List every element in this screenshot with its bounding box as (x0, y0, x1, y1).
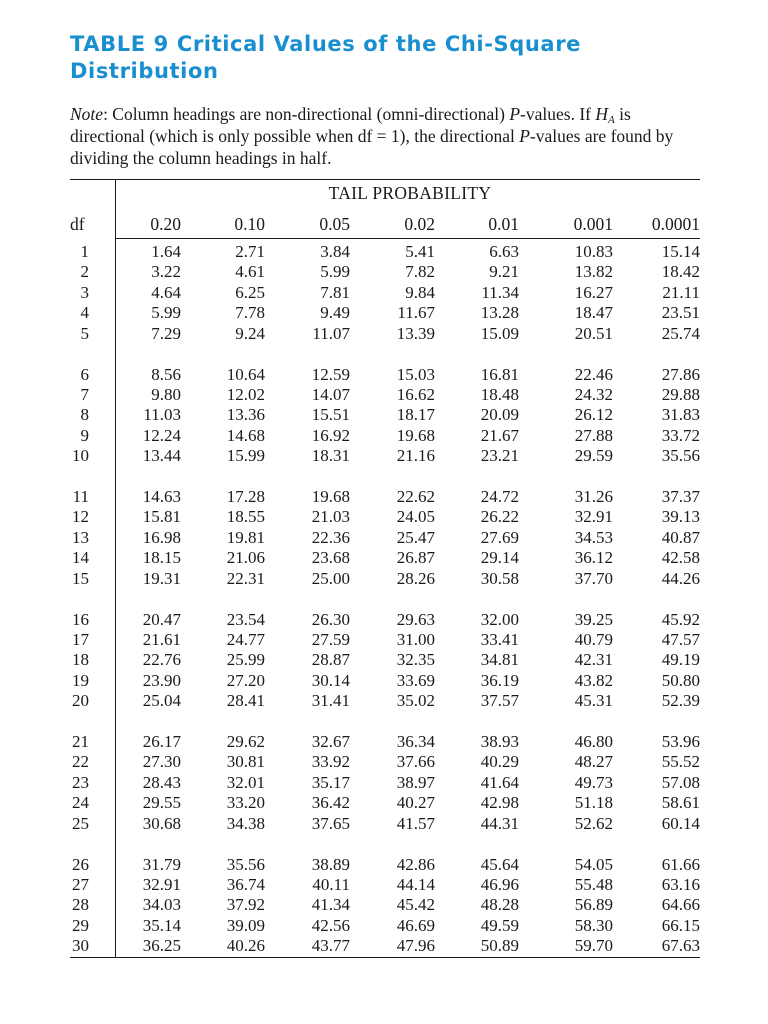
value-cell: 19.68 (311, 487, 350, 506)
value-cell: 39.13 (661, 507, 700, 527)
value-cell: 37.92 (226, 895, 265, 915)
value-cell: 26.12 (574, 405, 613, 425)
value-cell: 54.05 (574, 854, 613, 874)
value-cell: 24.32 (574, 384, 613, 404)
value-cell: 46.80 (574, 732, 613, 751)
df-cell: 17 (72, 629, 89, 649)
value-cell: 29.55 (142, 793, 181, 813)
value-cell: 44.31 (480, 813, 519, 833)
value-cell: 6.25 (235, 282, 265, 302)
value-cell: 30.14 (311, 670, 350, 690)
value-cell: 34.53 (574, 527, 613, 547)
value-cell: 2.71 (235, 242, 265, 261)
value-cell: 58.30 (574, 915, 613, 935)
value-cell: 36.19 (480, 670, 519, 690)
value-cell: 17.28 (226, 487, 265, 506)
value-cell: 9.24 (235, 323, 265, 343)
value-cell: 30.68 (142, 813, 181, 833)
value-cell: 13.82 (574, 262, 613, 282)
df-cell: 3 (80, 282, 89, 302)
value-cell: 4.64 (151, 282, 181, 302)
df-cell: 24 (72, 793, 89, 813)
value-cell: 37.37 (661, 487, 700, 506)
value-cell: 40.27 (396, 793, 435, 813)
value-cell: 16.98 (142, 527, 181, 547)
value-cell: 35.56 (661, 446, 700, 466)
df-cell: 23 (72, 772, 89, 792)
value-cell: 7.78 (235, 303, 265, 323)
value-cell: 22.62 (396, 487, 435, 506)
value-cell: 27.69 (480, 527, 519, 547)
column-header: 0.001 (573, 214, 613, 234)
value-cell: 16.81 (480, 364, 519, 384)
value-cell: 18.17 (396, 405, 435, 425)
value-cell: 45.31 (574, 691, 613, 711)
value-cell: 40.29 (480, 752, 519, 772)
value-cell: 48.28 (480, 895, 519, 915)
value-cell: 10.64 (226, 364, 265, 384)
df-cell: 13 (72, 527, 89, 547)
df-cell: 20 (72, 691, 89, 711)
table-note (70, 103, 702, 169)
value-cell: 31.83 (661, 405, 700, 425)
value-cell: 25.74 (661, 323, 700, 343)
value-cell: 15.09 (480, 323, 519, 343)
value-cell: 43.77 (311, 936, 350, 956)
value-cell: 20.47 (142, 609, 181, 629)
value-cell: 53.96 (661, 732, 700, 751)
value-cell: 23.51 (661, 303, 700, 323)
value-cell: 37.66 (396, 752, 435, 772)
note-text: : Column headings are non-directional (omni-directional) (103, 104, 510, 124)
value-cell: 47.96 (396, 936, 435, 956)
value-cell: 7.81 (320, 282, 350, 302)
value-cell: 42.31 (574, 650, 613, 670)
value-cell: 43.82 (574, 670, 613, 690)
value-cell: 55.52 (661, 752, 700, 772)
value-cell: 49.59 (480, 915, 519, 935)
value-cell: 40.79 (574, 629, 613, 649)
value-cell: 36.34 (396, 732, 435, 751)
value-cell: 18.47 (574, 303, 613, 323)
value-cell: 37.70 (574, 568, 613, 588)
value-cell: 42.98 (480, 793, 519, 813)
value-cell: 32.35 (396, 650, 435, 670)
column-header: 0.02 (404, 214, 435, 234)
value-cell: 27.20 (226, 670, 265, 690)
value-cell: 27.30 (142, 752, 181, 772)
value-cell: 28.43 (142, 772, 181, 792)
value-cell: 22.31 (226, 568, 265, 588)
value-cell: 50.80 (661, 670, 700, 690)
value-cell: 18.42 (661, 262, 700, 282)
df-cell: 30 (72, 936, 89, 956)
value-cell: 24.05 (396, 507, 435, 527)
value-cell: 46.69 (396, 915, 435, 935)
value-cell: 58.61 (661, 793, 700, 813)
value-cell: 41.57 (396, 813, 435, 833)
value-cell: 29.63 (396, 609, 435, 629)
value-cell: 9.84 (405, 282, 435, 302)
value-cell: 33.92 (311, 752, 350, 772)
value-cell: 38.89 (311, 854, 350, 874)
value-cell: 59.70 (574, 936, 613, 956)
value-cell: 41.64 (480, 772, 519, 792)
value-cell: 42.56 (311, 915, 350, 935)
df-cell: 1 (80, 242, 89, 261)
value-cell: 28.26 (396, 568, 435, 588)
value-cell: 48.27 (574, 752, 613, 772)
value-cell: 13.36 (226, 405, 265, 425)
value-cell: 25.47 (396, 527, 435, 547)
value-cell: 20.09 (480, 405, 519, 425)
df-cell: 11 (72, 487, 89, 506)
value-cell: 67.63 (661, 936, 700, 956)
value-cell: 22.36 (311, 527, 350, 547)
value-cell: 15.03 (396, 364, 435, 384)
value-cell: 4.61 (235, 262, 265, 282)
value-cell: 21.67 (480, 425, 519, 445)
value-cell: 24.77 (226, 629, 265, 649)
column-header: 0.05 (319, 214, 350, 234)
value-cell: 5.99 (151, 303, 181, 323)
value-cell: 42.58 (661, 548, 700, 568)
value-cell: 5.99 (320, 262, 350, 282)
value-cell: 33.69 (396, 670, 435, 690)
df-header: df (70, 214, 85, 234)
df-cell: 22 (72, 752, 89, 772)
value-cell: 15.99 (226, 446, 265, 466)
value-cell: 45.92 (661, 609, 700, 629)
value-cell: 44.14 (396, 874, 435, 894)
value-cell: 7.29 (151, 323, 181, 343)
value-cell: 25.00 (311, 568, 350, 588)
value-cell: 41.34 (311, 895, 350, 915)
value-cell: 30.81 (226, 752, 265, 772)
column-header-row (0, 214, 768, 234)
value-cell: 29.62 (226, 732, 265, 751)
value-cell: 61.66 (661, 854, 700, 874)
value-cell: 44.26 (661, 568, 700, 588)
value-cell: 38.93 (480, 732, 519, 751)
value-cell: 40.11 (312, 874, 350, 894)
note-p-symbol: P (509, 104, 521, 124)
value-cell: 15.14 (661, 242, 700, 261)
value-cell: 18.55 (226, 507, 265, 527)
value-cell: 31.00 (396, 629, 435, 649)
value-cell: 50.89 (480, 936, 519, 956)
value-cell: 12.59 (311, 364, 350, 384)
value-cell: 36.12 (574, 548, 613, 568)
value-cell: 32.00 (480, 609, 519, 629)
value-cell: 35.02 (396, 691, 435, 711)
value-cell: 31.26 (574, 487, 613, 506)
value-cell: 32.67 (311, 732, 350, 751)
value-cell: 33.41 (480, 629, 519, 649)
value-cell: 15.81 (142, 507, 181, 527)
value-cell: 28.87 (311, 650, 350, 670)
table-bottom-rule (70, 957, 700, 958)
table-number: TABLE 9 (70, 32, 169, 56)
value-cell: 13.28 (480, 303, 519, 323)
value-cell: 15.51 (311, 405, 350, 425)
df-cell: 4 (80, 303, 89, 323)
value-cell: 9.21 (489, 262, 519, 282)
value-cell: 36.42 (311, 793, 350, 813)
column-header: 0.20 (150, 214, 181, 234)
value-cell: 23.90 (142, 670, 181, 690)
df-cell: 2 (80, 262, 89, 282)
value-cell: 12.02 (226, 384, 265, 404)
value-cell: 18.31 (311, 446, 350, 466)
value-cell: 32.91 (574, 507, 613, 527)
df-cell: 27 (72, 874, 89, 894)
value-cell: 14.63 (142, 487, 181, 506)
value-cell: 18.48 (480, 384, 519, 404)
df-cell: 15 (72, 568, 89, 588)
table-title-text: Critical Values of the Chi-Square Distribution (70, 32, 581, 83)
value-cell: 37.65 (311, 813, 350, 833)
value-cell: 38.97 (396, 772, 435, 792)
value-cell: 20.51 (574, 323, 613, 343)
value-cell: 18.15 (142, 548, 181, 568)
value-cell: 22.76 (142, 650, 181, 670)
value-cell: 29.59 (574, 446, 613, 466)
value-cell: 28.41 (226, 691, 265, 711)
value-cell: 19.68 (396, 425, 435, 445)
value-cell: 21.06 (226, 548, 265, 568)
column-header: 0.0001 (651, 214, 700, 234)
value-cell: 35.56 (226, 854, 265, 874)
df-cell: 10 (72, 446, 89, 466)
value-cell: 25.04 (142, 691, 181, 711)
value-cell: 11.07 (312, 323, 350, 343)
value-cell: 10.83 (574, 242, 613, 261)
df-cell: 9 (80, 425, 89, 445)
value-cell: 30.58 (480, 568, 519, 588)
value-cell: 49.73 (574, 772, 613, 792)
value-cell: 14.68 (226, 425, 265, 445)
value-cell: 66.15 (661, 915, 700, 935)
value-cell: 33.20 (226, 793, 265, 813)
table-title (70, 31, 690, 85)
value-cell: 25.99 (226, 650, 265, 670)
value-cell: 29.88 (661, 384, 700, 404)
note-text: -values are found by dividing the column headings in half. (70, 126, 674, 168)
value-cell: 49.19 (661, 650, 700, 670)
value-cell: 35.17 (311, 772, 350, 792)
value-cell: 51.18 (574, 793, 613, 813)
value-cell: 27.86 (661, 364, 700, 384)
value-cell: 14.07 (311, 384, 350, 404)
value-cell: 37.57 (480, 691, 519, 711)
value-cell: 34.38 (226, 813, 265, 833)
value-cell: 19.81 (226, 527, 265, 547)
value-cell: 23.68 (311, 548, 350, 568)
value-cell: 36.25 (142, 936, 181, 956)
note-text: -values. If (520, 104, 596, 124)
value-cell: 7.82 (405, 262, 435, 282)
df-cell: 26 (72, 854, 89, 874)
value-cell: 33.72 (661, 425, 700, 445)
value-cell: 29.14 (480, 548, 519, 568)
value-cell: 24.72 (480, 487, 519, 506)
value-cell: 39.25 (574, 609, 613, 629)
value-cell: 57.08 (661, 772, 700, 792)
value-cell: 56.89 (574, 895, 613, 915)
column-header: 0.10 (234, 214, 265, 234)
value-cell: 12.24 (142, 425, 181, 445)
value-cell: 34.81 (480, 650, 519, 670)
value-cell: 39.09 (226, 915, 265, 935)
tail-probability-heading: TAIL PROBABILITY (328, 183, 492, 203)
value-cell: 5.41 (405, 242, 435, 261)
value-cell: 45.64 (480, 854, 519, 874)
value-cell: 22.46 (574, 364, 613, 384)
value-cell: 21.61 (142, 629, 181, 649)
value-cell: 34.03 (142, 895, 181, 915)
df-cell: 12 (72, 507, 89, 527)
value-cell: 47.57 (661, 629, 700, 649)
value-cell: 26.22 (480, 507, 519, 527)
value-cell: 21.16 (396, 446, 435, 466)
note-h-subscript: A (608, 114, 615, 126)
value-cell: 11.34 (481, 282, 519, 302)
df-cell: 29 (72, 915, 89, 935)
value-cell: 3.22 (151, 262, 181, 282)
table-top-rule (70, 179, 700, 180)
column-header: 0.01 (488, 214, 519, 234)
header-rule (115, 238, 700, 239)
note-text: is directional (which is only possible when df = 1), the directional (70, 104, 631, 146)
value-cell: 21.11 (662, 282, 700, 302)
df-cell: 7 (80, 384, 89, 404)
df-cell: 6 (80, 364, 89, 384)
df-cell: 14 (72, 548, 89, 568)
df-cell: 8 (80, 405, 89, 425)
df-cell: 18 (72, 650, 89, 670)
value-cell: 21.03 (311, 507, 350, 527)
value-cell: 31.41 (311, 691, 350, 711)
value-cell: 13.39 (396, 323, 435, 343)
value-cell: 52.62 (574, 813, 613, 833)
value-cell: 32.91 (142, 874, 181, 894)
value-cell: 35.14 (142, 915, 181, 935)
value-cell: 36.74 (226, 874, 265, 894)
value-cell: 52.39 (661, 691, 700, 711)
value-cell: 32.01 (226, 772, 265, 792)
value-cell: 19.31 (142, 568, 181, 588)
value-cell: 16.92 (311, 425, 350, 445)
value-cell: 31.79 (142, 854, 181, 874)
value-cell: 6.63 (489, 242, 519, 261)
value-cell: 26.87 (396, 548, 435, 568)
df-cell: 16 (72, 609, 89, 629)
value-cell: 42.86 (396, 854, 435, 874)
value-cell: 8.56 (151, 364, 181, 384)
value-cell: 13.44 (142, 446, 181, 466)
value-cell: 3.84 (320, 242, 350, 261)
value-cell: 26.17 (142, 732, 181, 751)
df-cell: 28 (72, 895, 89, 915)
value-cell: 9.80 (151, 384, 181, 404)
df-cell: 21 (72, 732, 89, 751)
df-cell: 25 (72, 813, 89, 833)
note-label: Note (70, 104, 104, 124)
value-cell: 45.42 (396, 895, 435, 915)
value-cell: 23.54 (226, 609, 265, 629)
note-p-symbol: P (519, 126, 530, 146)
value-cell: 16.62 (396, 384, 435, 404)
note-h-symbol: H (595, 104, 609, 124)
value-cell: 11.67 (397, 303, 435, 323)
value-cell: 55.48 (574, 874, 613, 894)
value-cell: 40.87 (661, 527, 700, 547)
value-cell: 11.03 (143, 405, 181, 425)
value-cell: 46.96 (480, 874, 519, 894)
value-cell: 26.30 (311, 609, 350, 629)
value-cell: 60.14 (661, 813, 700, 833)
value-cell: 27.88 (574, 425, 613, 445)
value-cell: 64.66 (661, 895, 700, 915)
value-cell: 23.21 (480, 446, 519, 466)
value-cell: 63.16 (661, 874, 700, 894)
df-cell: 19 (72, 670, 89, 690)
value-cell: 1.64 (151, 242, 181, 261)
df-cell: 5 (80, 323, 89, 343)
value-cell: 16.27 (574, 282, 613, 302)
value-cell: 9.49 (320, 303, 350, 323)
value-cell: 40.26 (226, 936, 265, 956)
value-cell: 27.59 (311, 629, 350, 649)
